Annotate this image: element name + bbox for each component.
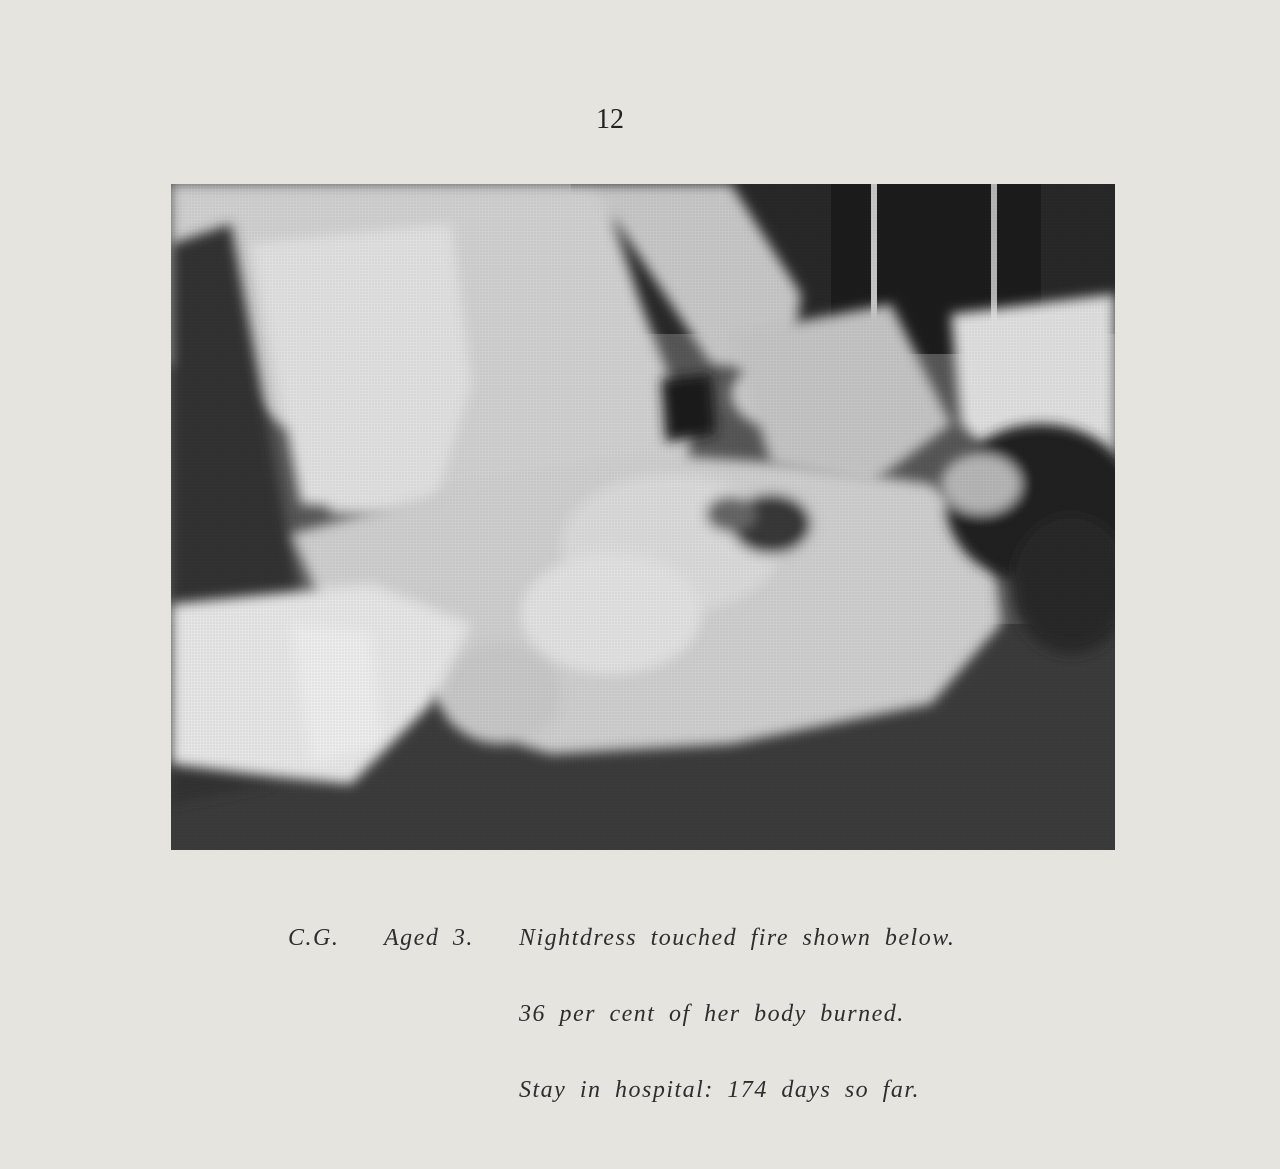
caption-line-3: Stay in hospital: 174 days so far.	[519, 1077, 921, 1103]
caption-line-2: 36 per cent of her body burned.	[519, 1001, 905, 1027]
page-number: 12	[596, 104, 624, 135]
caption-initials: C.G.	[288, 925, 340, 951]
photograph	[171, 184, 1115, 850]
photograph-image	[171, 184, 1115, 850]
caption-line-1: Nightdress touched fire shown below.	[519, 925, 956, 951]
caption-age: Aged 3.	[384, 925, 474, 951]
